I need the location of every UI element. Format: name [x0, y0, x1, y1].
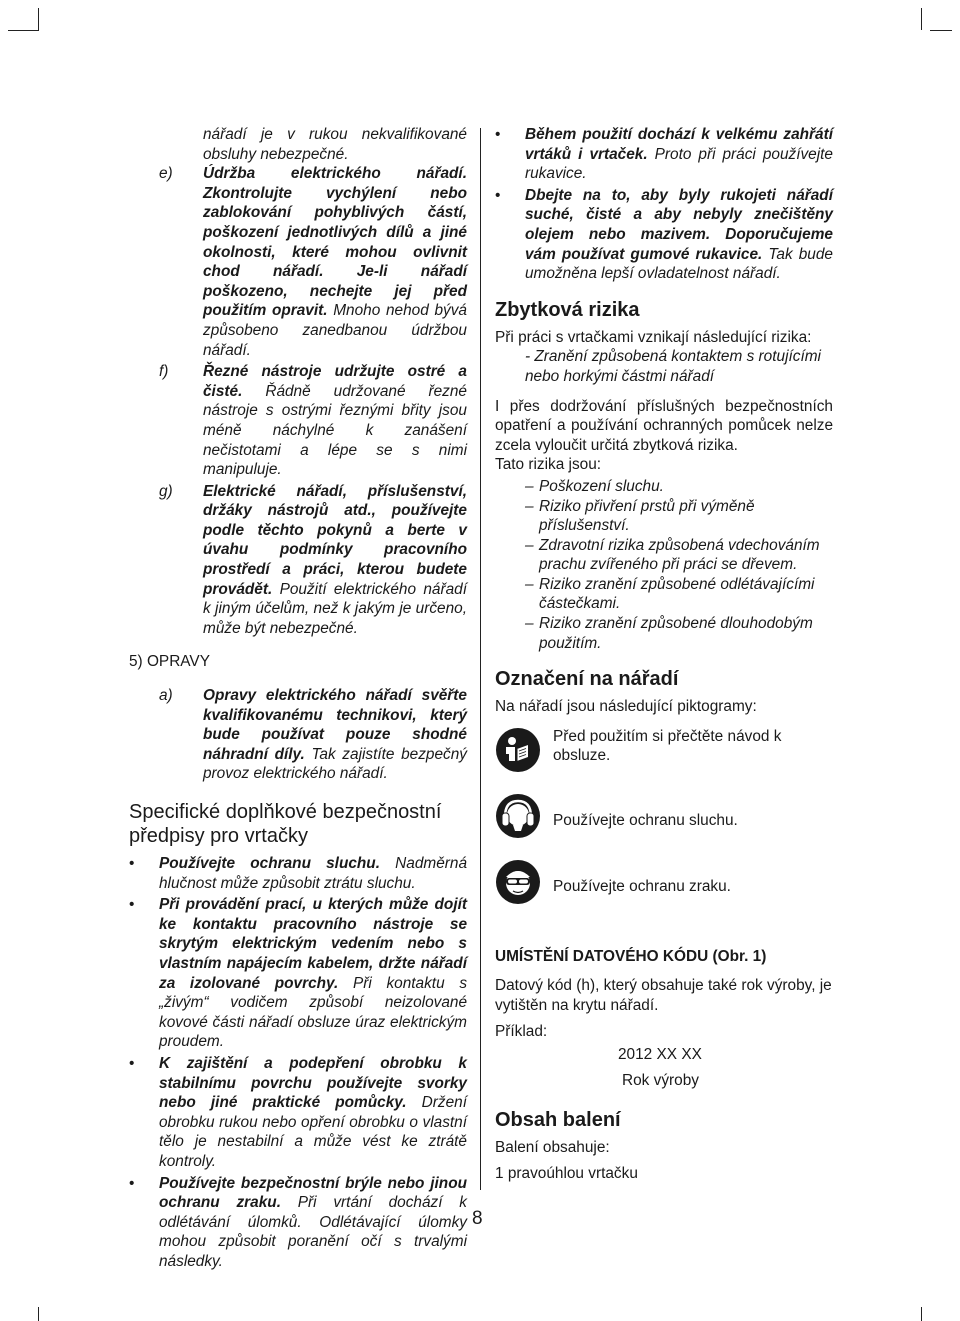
bullet-dot: •: [129, 1174, 135, 1192]
drill-bullet-4-bold: Používejte bezpečnostní brýle nebo jinou ochranu zraku.: [159, 1174, 467, 1212]
item-a-label: a): [159, 687, 173, 705]
pictogram-eye-protection: [495, 859, 833, 925]
crop-mark-top-left: [30, 8, 39, 31]
crop-mark-bottom-right: [921, 1307, 930, 1321]
crop-mark-bottom-left: [30, 1307, 39, 1321]
item-a-text: Tak zajistíte bezpečný provoz elektrického nářadí.: [203, 745, 467, 783]
example-label: Příklad:: [495, 1022, 548, 1040]
package-contents-item: 1 pravoúhlou vrtačku: [495, 1165, 638, 1182]
right-bullet-1-bold: Během použití dochází k velkému zahřátí vrtáků i vrtaček.: [525, 126, 833, 163]
page-number: 8: [472, 1208, 483, 1229]
pictogram-ear-protection-text: Používejte ochranu sluchu.: [553, 811, 738, 829]
drill-bullet-1: [129, 854, 467, 893]
item-e: [129, 164, 467, 360]
dash-mark: –: [525, 497, 534, 515]
eye-protection-icon: [495, 859, 541, 905]
residual-risks-heading: Zbytková rizika: [495, 298, 640, 321]
drill-bullet-2-bold: Při provádění prací, u kterých může dojít ke kontaktu pracovního nástroje se skrytým elektrickým vedením nebo s vlastním napájecím kabelem, držte nářadí za izolované povrchy.: [159, 896, 467, 992]
residual-sub: - Zranění způsobená kontaktem s rotujícími nebo horkými částmi nářadí: [525, 348, 821, 385]
right-bullet-1: [495, 125, 833, 184]
drill-bullet-3-bold: K zajištění a podepření obrobku k stabilnímu povrchu používejte svorky nebo jiné praktické pomůcky.: [159, 1054, 467, 1112]
risk-item-text: Poškození sluchu.: [539, 477, 664, 495]
risk-item-text: Zdravotní rizika způsobená vdechováním prachu zvířeného při práci se dřevem.: [539, 536, 820, 574]
right-bullet-2-bold: Dbejte na to, aby byly rukojeti nářadí suché, čisté a aby nebyly znečištěny olejem nebo mazivem. Doporučujeme vám používat gumové rukavice.: [525, 186, 833, 263]
drill-bullet-3: [129, 1054, 467, 1172]
right-bullet-2-text: Tak bude umožněna lepší ovladatelnost nářadí.: [525, 245, 833, 283]
section-5-title: 5) OPRAVY: [129, 653, 210, 671]
tool-markings-intro: Na nářadí jsou následující piktogramy:: [495, 698, 757, 716]
risk-item: [495, 536, 833, 575]
ear-protection-icon: [495, 793, 541, 839]
pictogram-read-manual-text: Před použitím si přečtěte návod k obsluze.: [553, 727, 782, 765]
dash-mark: –: [525, 575, 534, 593]
drill-bullet-1-bold: Používejte ochranu sluchu.: [159, 855, 380, 872]
bullet-dot: •: [129, 896, 135, 914]
right-bullet-2: [495, 186, 833, 284]
date-code-paragraph: Datový kód (h), který obsahuje také rok výroby, je vytištěn na krytu nářadí.: [495, 977, 832, 1015]
residual-paragraph: I přes dodržování příslušných bezpečnostních opatření a používání ochranných pomůcek nelze zcela vyloučit určitá zbytková rizika.: [495, 397, 833, 454]
bullet-dot: •: [495, 186, 501, 204]
item-f-label: f): [159, 363, 169, 381]
item-g-bold: Elektrické nářadí, příslušenství, držáky nástrojů atd., používejte podle těchto pokynů a berte v úvahu podmínky pracovního prostředí a práci, kterou budete provádět.: [203, 482, 467, 598]
right-column: [495, 125, 833, 1184]
intro-continuation: nářadí je v rukou nekvalifikované obsluhy nebezpečné.: [203, 126, 467, 163]
item-e-bold: Údržba elektrického nářadí. Zkontrolujte vychýlení nebo zablokování pohyblivých částí, poškození jednotlivých dílů a jiné okolnosti, které mohou ovlivnit chod nářadí. Je-li nářadí poškozeno, nechejte jej před použitím opravit.: [203, 165, 467, 320]
item-g-text: Použití elektrického nářadí k jiným účelům, než k jakým je určeno, může být nebezpečné.: [203, 580, 467, 637]
read-manual-icon: [495, 727, 541, 773]
drill-bullet-2: [129, 895, 467, 1052]
item-a-bold: Opravy elektrického nářadí svěřte kvalifikovanému technikovi, který bude používat pouze shodné náhradní díly.: [203, 687, 467, 763]
package-contents-heading: Obsah balení: [495, 1109, 621, 1132]
item-g-label: g): [159, 482, 173, 500]
bullet-dot: •: [129, 855, 135, 872]
risk-item: [495, 477, 833, 497]
dash-mark: –: [525, 536, 534, 554]
example-code: 2012 XX XX: [618, 1046, 702, 1064]
risk-item-text: Riziko zranění způsobené dlouhodobým použitím.: [539, 615, 813, 652]
package-contents-intro: Balení obsahuje:: [495, 1139, 610, 1157]
item-e-label: e): [159, 165, 173, 183]
risk-item-text: Riziko přivření prstů při výměně příslušenství.: [539, 497, 755, 535]
right-bullet-1-text: Proto při práci používejte rukavice.: [525, 145, 833, 183]
column-divider: [480, 128, 481, 1190]
risks-intro: Tato rizika jsou:: [495, 456, 602, 474]
residual-intro: Při práci s vrtačkami vznikají následující rizika:: [495, 328, 812, 346]
drill-bullet-4-text: Při vrtání dochází k odlétávání úlomků. Odlétávající úlomky mohou způsobit poranění očí s trvalými následky.: [159, 1194, 467, 1270]
dash-mark: –: [525, 477, 534, 495]
item-g: [129, 482, 467, 639]
example-year: Rok výroby: [622, 1071, 699, 1089]
crop-mark-top-right: [921, 8, 930, 30]
item-a: [129, 686, 467, 784]
pictogram-eye-protection-text: Používejte ochranu zraku.: [553, 877, 731, 895]
tool-markings-heading: Označení na nářadí: [495, 668, 679, 691]
crop-mark-top-left-h: [8, 30, 30, 31]
item-e-text: Mnoho nehod bývá způsobeno zanedbanou údržbou nářadí.: [203, 302, 467, 359]
drill-bullet-2-text: Při kontaktu s „živým“ vodičem způsobí neizolované kovové části nářadí obsluze úraz elektrickým proudem.: [159, 974, 468, 1051]
bullet-dot: •: [129, 1054, 135, 1072]
risk-item: [495, 614, 833, 653]
risk-item: [495, 497, 833, 536]
item-f-bold: Řezné nástroje udržujte ostré a čisté.: [203, 363, 467, 400]
risk-item-text: Riziko zranění způsobené odlétávajícími částečkami.: [539, 575, 815, 613]
drill-bullet-1-text: Nadměrná hlučnost může způsobit ztrátu sluchu.: [159, 855, 467, 892]
pictogram-read-manual: [495, 727, 833, 793]
left-column: [129, 125, 467, 1271]
drill-bullet-4: [129, 1174, 467, 1272]
item-f: [129, 362, 467, 480]
dash-mark: –: [525, 615, 534, 633]
drill-bullet-3-text: Držení obrobku rukou nebo opření obrobku o vlastní tělo je nestabilní a může vést ke ztrátě kontroly.: [159, 1094, 468, 1170]
specific-rules-heading: Specifické doplňkové bezpečnostní předpisy pro vrtačky: [129, 801, 442, 847]
pictogram-ear-protection: [495, 793, 833, 859]
risk-item: [495, 575, 833, 614]
crop-mark-top-right-h: [930, 30, 952, 31]
bullet-dot: •: [495, 126, 501, 143]
date-code-heading: UMÍSTĚNÍ DATOVÉHO KÓDU (Obr. 1): [495, 947, 767, 965]
item-f-text: Řádně udržované řezné nástroje s ostrými řeznými břity jsou méně náchylné k zanášení nečistotami a lépe se s nimi manipuluje.: [203, 382, 467, 479]
